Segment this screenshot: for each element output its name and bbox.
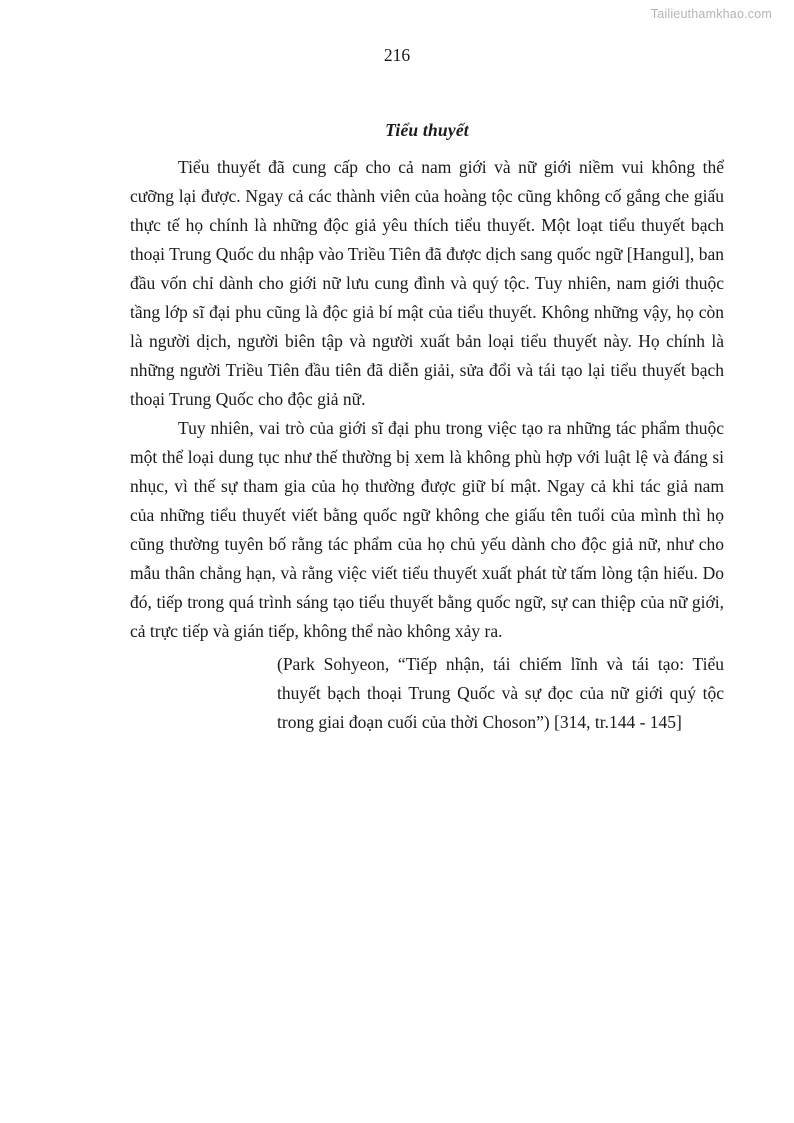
body-paragraph-2: Tuy nhiên, vai trò của giới sĩ đại phu trong việc tạo ra những tác phẩm thuộc một thể loại dung tục như thế thường bị xem là không phù hợp với luật lệ và đáng si nhục, vì thế sự tham gia của họ thường được giữ bí mật. Ngay cả khi tác giả nam của những tiểu thuyết viết bằng quốc ngữ không che giấu tên tuổi của mình thì họ cũng thường tuyên bố rằng tác phẩm của họ chủ yếu dành cho độc giả nữ, như cho mẫu thân chẳng hạn, và rằng việc viết tiểu thuyết xuất phát từ tấm lòng tận hiếu. Do đó, tiếp trong quá trình sáng tạo tiểu thuyết bằng quốc ngữ, sự can thiệp của nữ giới, cả trực tiếp và gián tiếp, không thể nào không xảy ra. xyxy=(130,418,724,641)
citation-block: (Park Sohyeon, “Tiếp nhận, tái chiếm lĩnh và tái tạo: Tiểu thuyết bạch thoại Trung Quốc và sự đọc của nữ giới quý tộc trong giai đoạn cuối của thời Choson”) [314, tr.144 - 145] xyxy=(277,654,724,732)
page-content xyxy=(130,120,724,737)
section-heading: Tiểu thuyết xyxy=(385,120,469,140)
body-paragraph-1: Tiểu thuyết đã cung cấp cho cả nam giới và nữ giới niềm vui không thể cưỡng lại được. Ngay cả các thành viên của hoàng tộc cũng không cố gắng che giấu thực tế họ chính là những độc giả yêu thích tiểu thuyết. Một loạt tiểu thuyết bạch thoại Trung Quốc du nhập vào Triều Tiên đã được dịch sang quốc ngữ [Hangul], ban đầu vốn chỉ dành cho giới nữ lưu cung đình và quý tộc. Tuy nhiên, nam giới thuộc tầng lớp sĩ đại phu cũng là độc giả bí mật của tiểu thuyết. Không những vậy, họ còn là người dịch, người biên tập và người xuất bản loại tiểu thuyết này. Họ chính là những người Triều Tiên đầu tiên đã diễn giải, sửa đổi và tái tạo lại tiểu thuyết bạch thoại Trung Quốc cho độc giả nữ. xyxy=(130,157,724,409)
page-number: 216 xyxy=(383,45,411,65)
watermark-text: Tailieuthamkhao.com xyxy=(650,7,772,21)
